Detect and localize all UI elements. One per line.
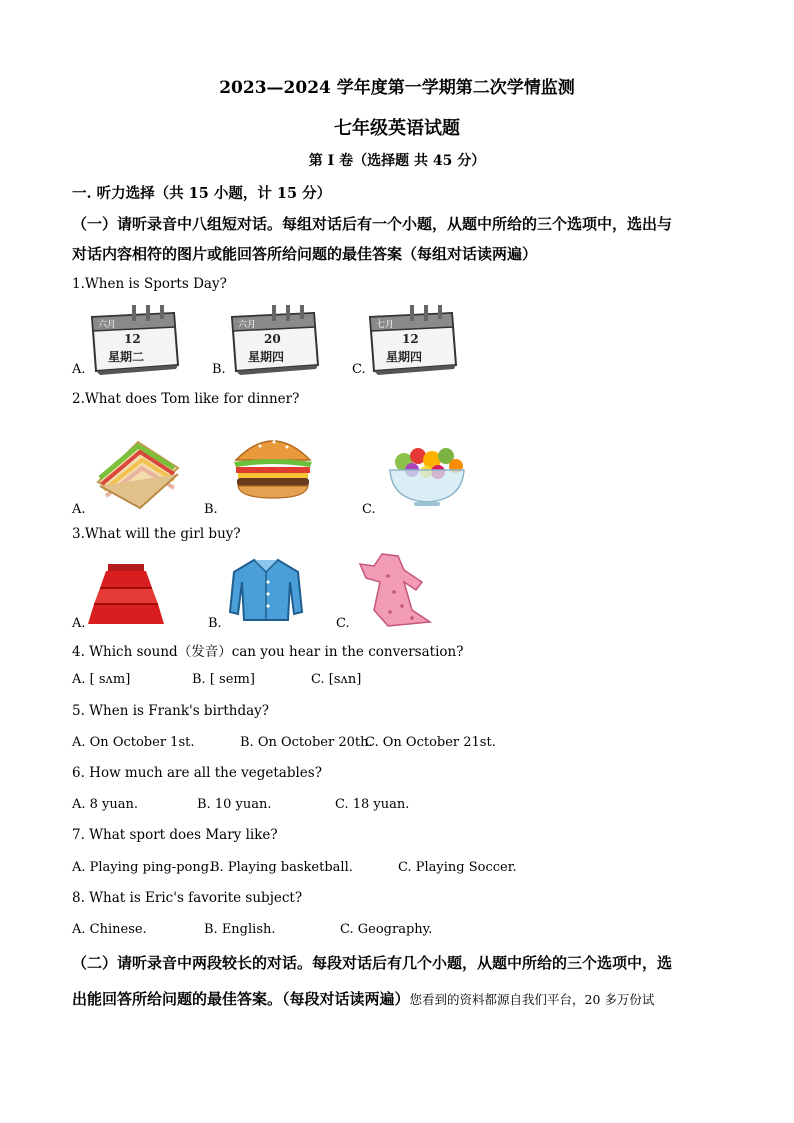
exam-title: 2023—2024 学年度第一学期第二次学情监测 xyxy=(219,78,575,98)
calendar-weekday: 星期四 xyxy=(386,350,423,364)
fruit-salad-icon xyxy=(386,442,468,508)
q7-option-c[interactable]: C. Playing Soccer. xyxy=(398,860,517,875)
q8-option-b[interactable]: B. English. xyxy=(204,922,276,937)
instruction-line-1: （一）请听录音中八组短对话。每组对话后有一个小题，从题中所给的三个选项中，选出与 xyxy=(72,215,673,233)
section2-instruction: 出能回答所给问题的最佳答案。（每段对话读两遍） xyxy=(72,990,410,1008)
exam-subtitle: 七年级英语试题 xyxy=(334,118,460,139)
question-5: 5. When is Frank's birthday? xyxy=(72,703,270,719)
q1-option-c-label: C. xyxy=(352,362,366,377)
hamburger-icon xyxy=(232,430,314,500)
question-2: 2.What does Tom like for dinner? xyxy=(72,391,300,407)
q5-option-c[interactable]: C. On October 21st. xyxy=(365,735,496,750)
calendar-weekday: 星期四 xyxy=(248,350,285,364)
question-4: 4. Which sound（发音）can you hear in the conversation? xyxy=(72,644,464,660)
calendar-day: 12 xyxy=(124,332,141,346)
question-1: 1.When is Sports Day? xyxy=(72,276,227,292)
q8-option-c[interactable]: C. Geography. xyxy=(340,922,433,937)
shirt-icon xyxy=(228,556,304,622)
q1-option-a-label: A. xyxy=(72,362,86,377)
q2-option-b-label: B. xyxy=(204,502,218,517)
sandwich-icon xyxy=(94,438,180,510)
calendar-day: 20 xyxy=(264,332,281,346)
calendar-month: 七月 xyxy=(376,320,395,330)
q6-option-b[interactable]: B. 10 yuan. xyxy=(197,797,272,812)
q3-option-a-label: A. xyxy=(72,616,86,631)
q7-option-a[interactable]: A. Playing ping-pong. xyxy=(72,860,214,875)
q6-option-a[interactable]: A. 8 yuan. xyxy=(72,797,139,812)
q1-option-b-label: B. xyxy=(212,362,226,377)
question-6: 6. How much are all the vegetables? xyxy=(72,765,322,781)
q5-option-b[interactable]: B. On October 20th. xyxy=(240,735,373,750)
calendar-day: 12 xyxy=(402,332,419,346)
dress-icon xyxy=(352,552,432,628)
calendar-icon xyxy=(228,305,320,377)
q2-option-a-label: A. xyxy=(72,502,86,517)
question-8: 8. What is Eric's favorite subject? xyxy=(72,890,303,906)
calendar-weekday: 星期二 xyxy=(108,350,145,364)
calendar-icon xyxy=(88,305,180,377)
q6-option-c[interactable]: C. 18 yuan. xyxy=(335,797,410,812)
q3-option-b-label: B. xyxy=(208,616,222,631)
question-7: 7. What sport does Mary like? xyxy=(72,827,278,843)
skirt-icon xyxy=(88,562,164,628)
q8-option-a[interactable]: A. Chinese. xyxy=(72,922,147,937)
watermark-text: 您看到的资料都源自我们平台，20 多万份试 xyxy=(409,992,655,1007)
calendar-month: 六月 xyxy=(238,320,257,330)
q5-option-a[interactable]: A. On October 1st. xyxy=(72,735,195,750)
q3-option-c-label: C. xyxy=(336,616,350,631)
section2-line-2 xyxy=(72,988,654,1009)
q4-option-c[interactable]: C. [sʌn] xyxy=(311,672,362,687)
section-heading: 一. 听力选择（共 15 小题，计 15 分） xyxy=(72,185,332,202)
q2-option-c-label: C. xyxy=(362,502,376,517)
q4-option-a[interactable]: A. [ sʌm] xyxy=(72,672,131,687)
question-3: 3.What will the girl buy? xyxy=(72,526,241,542)
calendar-month: 六月 xyxy=(98,320,117,330)
q4-option-b[interactable]: B. [ seɪm] xyxy=(192,672,255,687)
instruction-line-2: 对话内容相符的图片或能回答所给问题的最佳答案（每组对话读两遍） xyxy=(72,245,538,263)
section2-line-1: （二）请听录音中两段较长的对话。每段对话后有几个小题，从题中所给的三个选项中，选 xyxy=(72,954,673,972)
part-label: 第 Ⅰ 卷（选择题 共 45 分） xyxy=(308,153,486,169)
calendar-icon xyxy=(366,305,458,377)
q7-option-b[interactable]: B. Playing basketball. xyxy=(210,860,353,875)
